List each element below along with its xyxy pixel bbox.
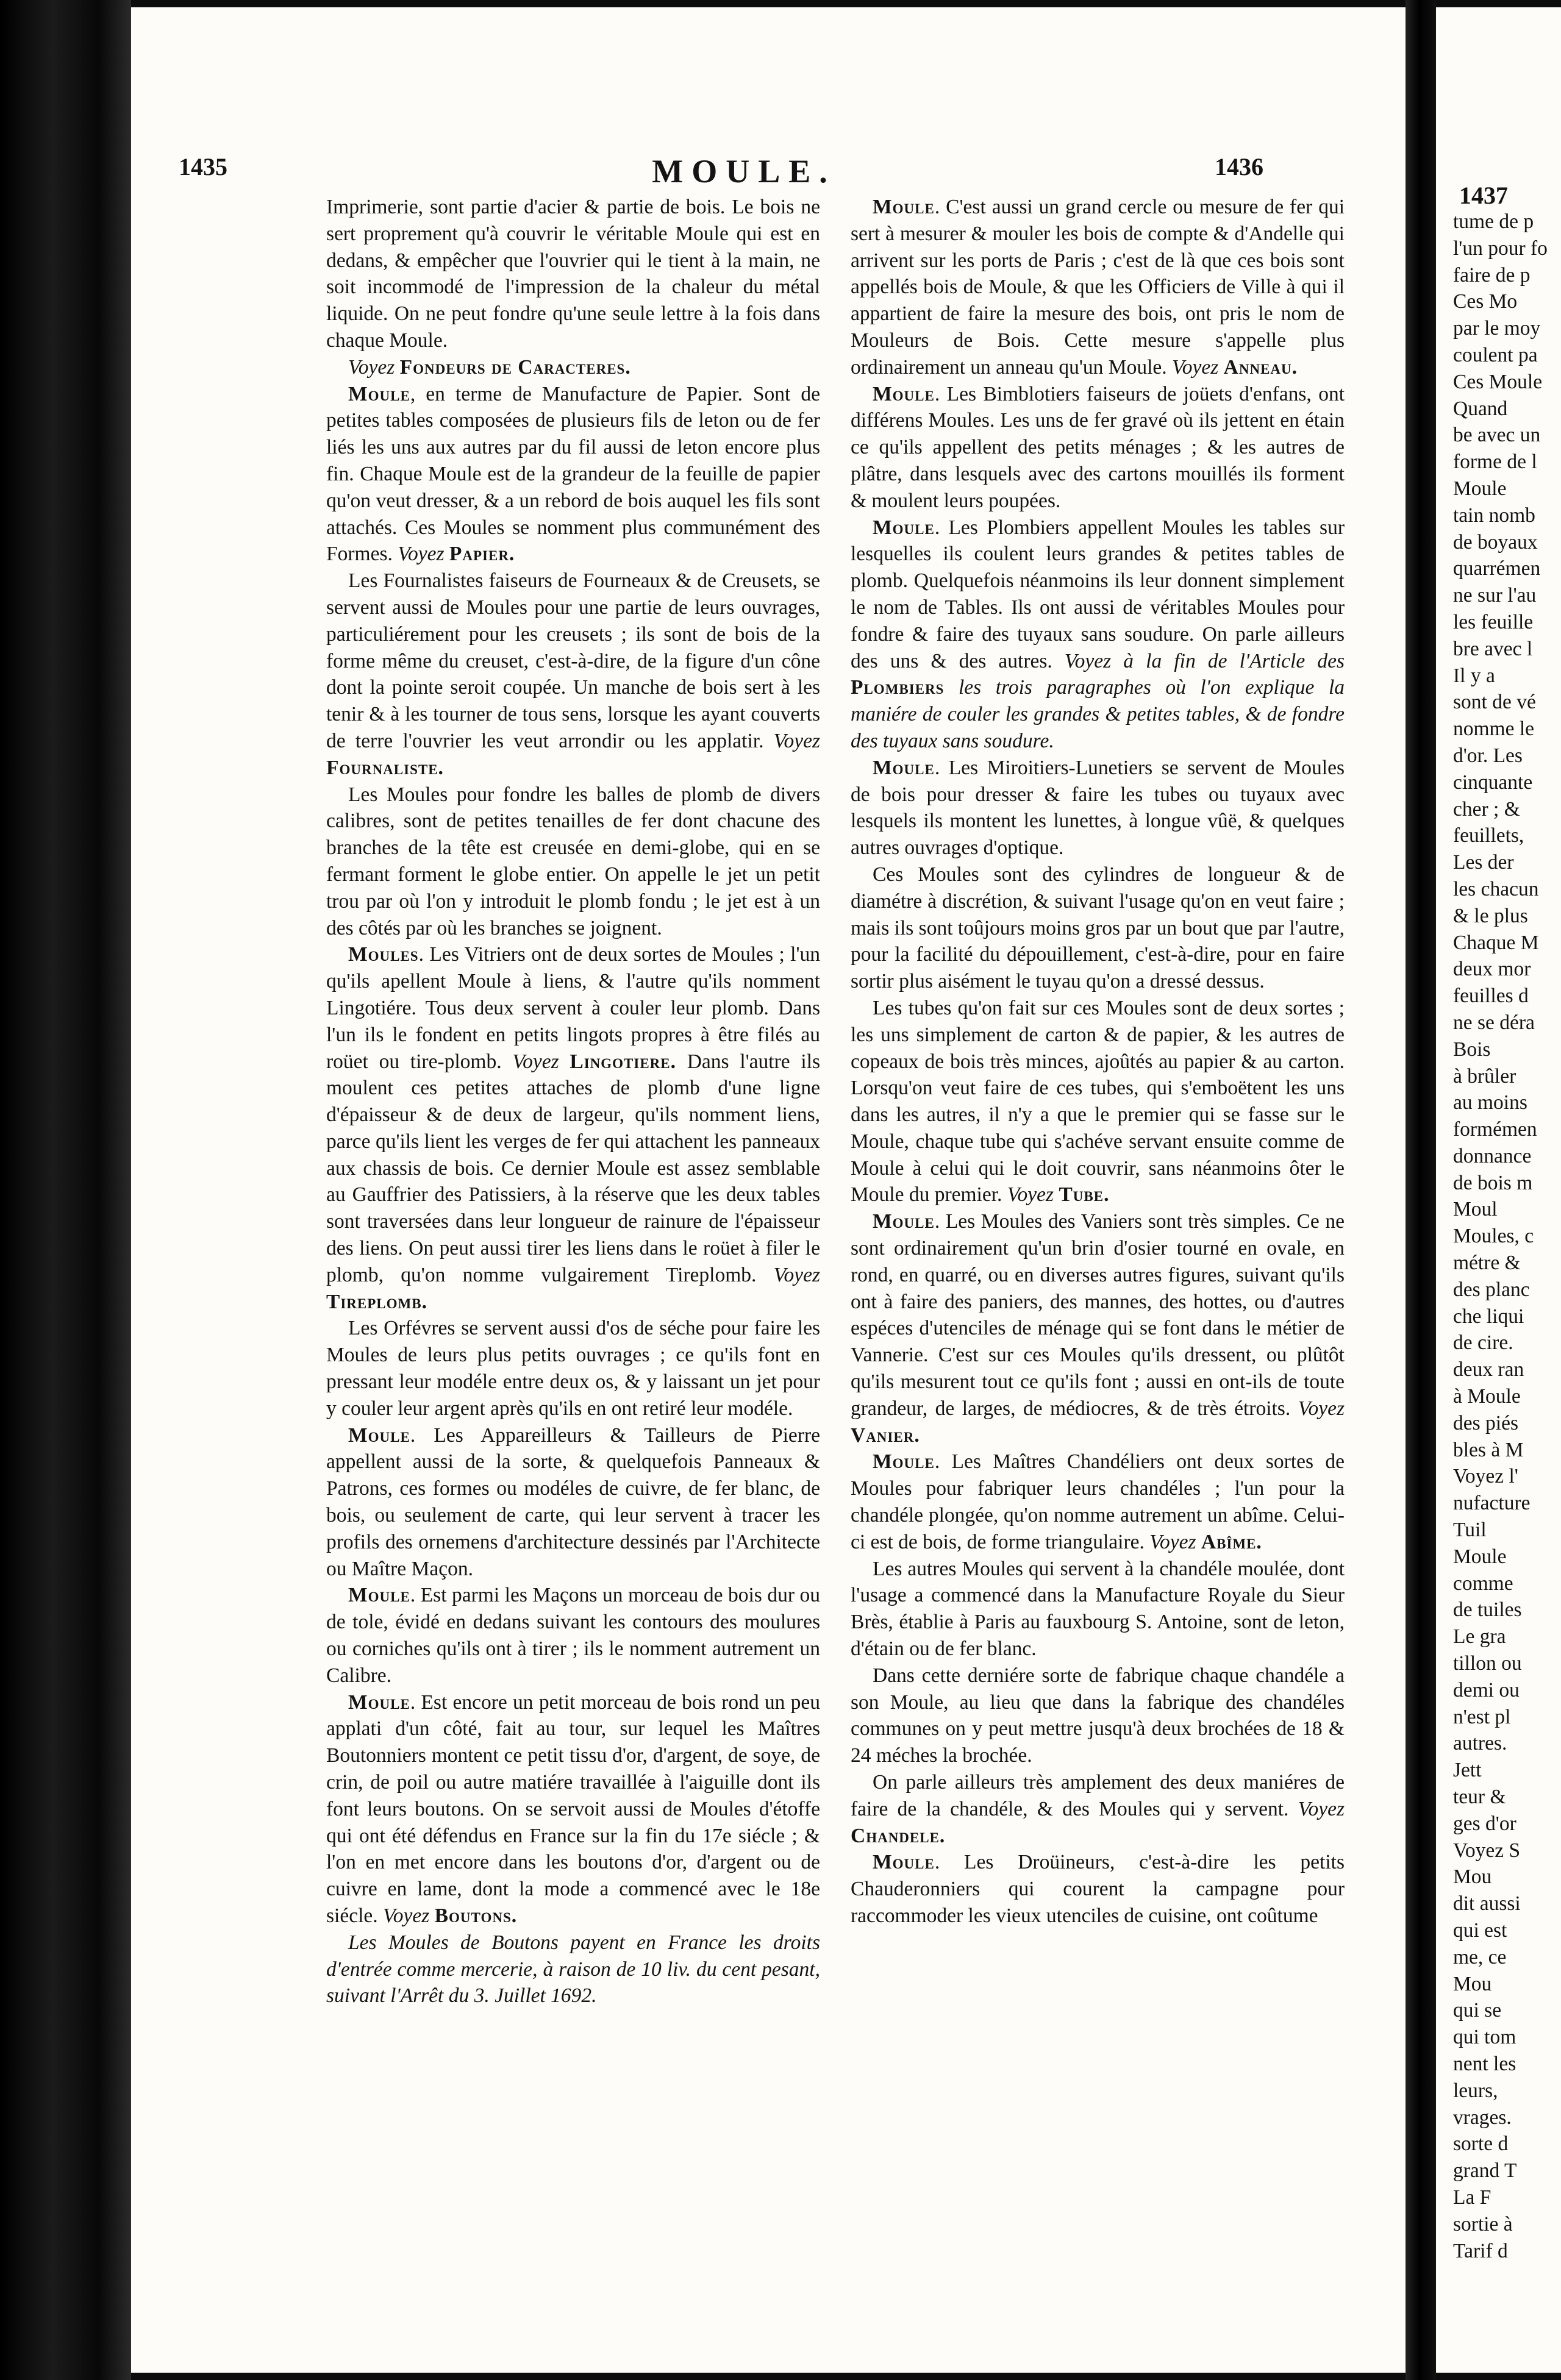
text-line-fragment: feuillets, <box>1453 824 1524 847</box>
entry-text: . Les Droüineurs, c'est-à-dire les petits Chauderonniers qui courent la campagne pour raccommoder les vieux utenciles de cuisine, ont coûtume <box>851 1851 1345 1927</box>
entry-text: . Les Moules des Vaniers sont très simples. Ce ne sont ordinairement qu'un brin d'osier tourné en ovale, en rond, en quarré, ou en diverses autres figures, suivant qu'ils ont à faire des paniers, des mannes, des hottes, ou d'autres espéces d'utenciles de ménage qui se font dans le métier de Vannerie. C'est sur ces Moules qu'ils dressent, ou plûtôt qu'ils mesurent tout ce qu'ils font ; aussi en ont-ils de toute grandeur, de larges, de médiocres, & de très étroits. <box>851 1210 1345 1420</box>
paragraph <box>326 381 820 568</box>
text-line-fragment: quarrémen <box>1453 557 1541 580</box>
text-line-fragment: deux mor <box>1453 958 1531 981</box>
text-line-fragment: comme <box>1453 1572 1513 1595</box>
paragraph <box>326 1929 820 2009</box>
paragraph <box>851 515 1345 755</box>
paragraph <box>326 1582 820 1689</box>
entry-headword: Moule <box>873 1450 935 1473</box>
entry-text: , en terme de Manufacture de Papier. Sont de petites tables composées de plusieurs fils de leton ou de fer liés les uns aux autres par du fil aussi de leton encore plus fin. Chaque Moule est de la grandeur de la feuille de papier qu'on veut dresser, & a un rebord de bois auquel les fils sont attachés. Ces Moules se nomment plus communément des Formes. <box>326 382 820 566</box>
entry-text: . Les Vitriers ont de deux sortes de Moules ; l'un qu'ils apellent Moule à liens, & l'autre qu'ils nomment Lingotiére. Tous deux servent à couler leur plomb. Dans l'un ils le fondent en petits lingots propres à être filés au roüet ou tire-plomb. <box>326 943 820 1073</box>
text-line-fragment: donnance <box>1453 1144 1532 1167</box>
paragraph <box>851 1208 1345 1448</box>
entry-text: Les tubes qu'on fait sur ces Moules sont de deux sortes ; les uns simplement de carton & de papier, & les autres de copeaux de bois très minces, ajoûtés au papier & au carton. Lorsqu'on veut faire de ces tubes, qui s'emboëtent les uns dans les autres, il n'y a que le premier qui se fasse sur le Moule, chaque tube qui s'achéve servant ensuite comme de Moule à celui qui le doit couvrir, sans néanmoins ôter le Moule du premier. <box>851 996 1345 1206</box>
text-line-fragment: me, ce <box>1453 1945 1507 1968</box>
paragraph <box>851 1769 1345 1849</box>
entry-text: Les Fournalistes faiseurs de Fourneaux & de Creusets, se servent aussi de Moules pour une partie de leurs ouvrages, particuliérement pour les creusets ; ils sont de bois de la forme même du creuset, c'est-à-dire, de la figure d'un cône dont la pointe seroit coupée. Un manche de bois sert à les tenir & à les tourner de tous sens, lorsque les ayant couverts de terre l'ouvrier les veut arrondir ou les applatir. <box>326 569 820 752</box>
text-line-fragment: ne sur l'au <box>1453 584 1537 607</box>
cross-reference: Plombiers <box>851 676 945 699</box>
see-reference: Voyez <box>1007 1183 1059 1206</box>
cross-reference: Fournaliste. <box>326 756 444 779</box>
see-reference: Voyez <box>398 543 449 566</box>
cross-reference: Chandele. <box>851 1824 946 1847</box>
entry-text: . Les Appareilleurs & Tailleurs de Pierre appellent aussi de la sorte, & quelquefois Panneaux & Patrons, ces formes ou modéles de cuivre, de fer blanc, de bois, ou seulement de carte, qui leur servent à tracer les profils des ornemens d'architecture dessinés par l'Architecte ou Maître Maçon. <box>326 1423 820 1580</box>
entry-text: . Les Plombiers appellent Moules les tables sur lesquelles ils coulent leurs grandes & petites tables de plomb. Quelquefois néanmoins ils leur donnent simplement le nom de Tables. Ils ont aussi de véritables Moules pour fondre & faire des tuyaux sans soudure. On parle ailleurs des uns & des autres. <box>851 516 1345 672</box>
text-line-fragment: leurs, <box>1453 2079 1498 2102</box>
paragraph <box>326 354 820 381</box>
entry-headword: Moule <box>873 516 935 539</box>
paragraph <box>851 194 1345 381</box>
paragraph <box>851 381 1345 515</box>
text-line-fragment: Les der <box>1453 851 1514 874</box>
see-reference: Voyez <box>383 1904 435 1927</box>
text-line-fragment: de boyaux <box>1453 530 1538 554</box>
next-page-text <box>1453 208 1561 2264</box>
see-reference: Voyez <box>773 1263 820 1286</box>
text-line-fragment: & le plus <box>1453 904 1528 927</box>
entry-headword: Moule <box>348 1691 410 1714</box>
text-line-fragment: de tuiles <box>1453 1598 1522 1622</box>
text-line-fragment: des planc <box>1453 1278 1530 1301</box>
text-line-fragment: nufacture <box>1453 1492 1531 1515</box>
text-line-fragment: Tuil <box>1453 1519 1487 1542</box>
cross-reference: Vanier. <box>851 1423 920 1447</box>
text-line-fragment: nent les <box>1453 2052 1516 2075</box>
text-line-fragment: sortie à <box>1453 2212 1513 2236</box>
entry-headword: Moule <box>873 756 935 779</box>
text-line-fragment: Tarif d <box>1453 2239 1508 2262</box>
text-line-fragment: par le moy <box>1453 317 1541 340</box>
text-line-fragment: Moul <box>1453 1198 1498 1221</box>
text-line-fragment: les chacun <box>1453 877 1539 900</box>
entry-text: Ces Moules sont des cylindres de longueur & de diamétre à discrétion, & suivant l'usage qu'on en veut faire ; mais ils sont toûjours moins gros par un bout que par l'autre, pour la facilité du dépouillement, c'est-à-dire, pour en faire sortir plus aisément le tuyau qu'on a dressé dessus. <box>851 863 1345 993</box>
text-line-fragment: ne se déra <box>1453 1011 1535 1034</box>
text-line-fragment: Chaque M <box>1453 931 1539 954</box>
entry-text: Les Orfévres se servent aussi d'os de séche pour faire les Moules de leurs plus petits ouvrages ; ce qu'ils font en pressant leur modéle entre deux os, & y laissant un jet pour y couler leur argent après qu'ils en ont retiré leur modéle. <box>326 1317 820 1420</box>
entry-text: On parle ailleurs très amplement des deux maniéres de faire de la chandéle, & des Moules qui y servent. <box>851 1771 1345 1820</box>
entry-headword: Moule <box>873 196 935 218</box>
text-line-fragment: tain nomb <box>1453 504 1535 527</box>
text-line-fragment: sorte d <box>1453 2132 1509 2156</box>
text-line-fragment: de cire. <box>1453 1331 1513 1355</box>
text-line-fragment: qui se <box>1453 1999 1502 2022</box>
entry-text: Imprimerie, sont partie d'acier & partie de bois. Le bois ne sert proprement qu'à couvrir le véritable Moule qui est en dedans, & empêcher que l'ouvrier qui le tient à la main, ne soit incommodé de l'impression de la chaleur du métal liquide. On ne peut fondre qu'une seule lettre à la fois dans chaque Moule. <box>326 196 820 352</box>
entry-text: . Les Maîtres Chandéliers ont deux sortes de Moules pour fabriquer leurs chandéles ; l'un pour la chandéle plongée, qu'on nomme autrement un abîme. Celui-ci est de bois, de forme triangulaire. <box>851 1450 1345 1553</box>
cross-reference: Abîme. <box>1201 1530 1262 1553</box>
entry-text: Les autres Moules qui servent à la chandéle moulée, dont l'usage a commencé dans la Manufacture Royale du Sieur Brès, établie à Paris au fauxbourg S. Antoine, sont de leton, d'étain ou de fer blanc. <box>851 1557 1345 1661</box>
paragraph <box>326 194 820 354</box>
text-line-fragment: autres. <box>1453 1732 1507 1755</box>
see-reference: Voyez <box>1172 355 1224 379</box>
entry-text: . C'est aussi un grand cercle ou mesure de fer qui sert à mesurer & mouler les bois de compte & d'Andelle qui arrivent sur les ports de Paris ; c'est de là que ces bois sont appellés bois de Moule, & que les Officiers de Ville à qui il appartient de faire la mesure des bois, ont pris le nom de Mouleurs de Bois. Cette mesure s'appelle plus ordinairement un anneau qu'un Moule. <box>851 196 1345 379</box>
entry-headword: Moule <box>873 1210 935 1233</box>
paragraph <box>851 861 1345 995</box>
text-line-fragment: Mou <box>1453 1972 1492 1995</box>
text-line-fragment: bre avec l <box>1453 637 1533 660</box>
text-line-fragment: l'un pour fo <box>1453 237 1548 260</box>
page-number-left: 1435 <box>179 153 227 180</box>
text-line-fragment: Jett <box>1453 1759 1482 1782</box>
cross-reference: Lingotiere. <box>570 1050 676 1073</box>
paragraph <box>326 1689 820 1929</box>
text-line-fragment: La F <box>1453 2186 1491 2209</box>
text-line-fragment: cinquante <box>1453 771 1533 794</box>
text-line-fragment: tume de p <box>1453 210 1534 233</box>
text-line-fragment: bles à M <box>1453 1438 1524 1461</box>
text-line-fragment: forme de l <box>1453 451 1537 474</box>
entry-headword: Moules <box>348 943 419 966</box>
paragraph <box>851 995 1345 1208</box>
text-column-left <box>326 194 820 2279</box>
see-reference: Voyez <box>1298 1797 1345 1820</box>
paragraph <box>326 568 820 781</box>
running-title: MOULE. <box>652 153 836 190</box>
text-column-right <box>851 194 1345 2279</box>
text-line-fragment: nomme le <box>1453 718 1535 741</box>
book-binding-edge <box>0 0 131 2380</box>
text-line-fragment: Voyez l' <box>1453 1465 1518 1488</box>
italic-note: Les Moules de Boutons payent en France les droits d'entrée comme mercerie, à raison de 10 liv. du cent pesant, suivant l'Arrêt du 3. Juillet 1692. <box>326 1931 820 2008</box>
text-line-fragment: Le gra <box>1453 1625 1506 1648</box>
page-gutter <box>1406 0 1436 2380</box>
text-line-fragment: coulent pa <box>1453 343 1538 366</box>
paragraph <box>851 1556 1345 1662</box>
cross-reference: Anneau. <box>1223 355 1298 379</box>
text-line-fragment: formémen <box>1453 1118 1537 1141</box>
paragraph <box>851 1662 1345 1769</box>
text-line-fragment: tillon ou <box>1453 1652 1522 1675</box>
text-line-fragment: vrages. <box>1453 2106 1512 2129</box>
cross-reference: Tireplomb. <box>326 1290 427 1313</box>
entry-headword: Moule <box>348 1423 410 1447</box>
text-line-fragment: faire de p <box>1453 263 1531 287</box>
text-line-fragment: Ces Moule <box>1453 370 1543 393</box>
text-line-fragment: Mou <box>1453 1865 1492 1889</box>
text-line-fragment: à Moule <box>1453 1385 1521 1408</box>
text-line-fragment: ges d'or <box>1453 1812 1516 1835</box>
see-reference: Voyez <box>512 1050 570 1073</box>
entry-text: . Les Bimblotiers faiseurs de joüets d'enfans, ont différens Moules. Les uns de fer gravé où ils jettent en étain ce qu'ils appellent des petits ménages ; & les autres de plâtre, dans lesquels avec des cartons mouillés ils forment & moulent leurs poupées. <box>851 382 1345 512</box>
text-line-fragment: che liqui <box>1453 1305 1524 1328</box>
entry-headword: Moule <box>873 1851 935 1874</box>
text-line-fragment: cher ; & <box>1453 797 1520 821</box>
italic-note: les trois paragraphes où l'on explique la maniére de couler les grandes & petites tables, & de fondre des tuyaux sans soudure. <box>851 676 1345 752</box>
paragraph <box>851 1448 1345 1555</box>
text-line-fragment: à brûler <box>1453 1064 1516 1088</box>
cross-reference: Papier. <box>449 543 515 566</box>
entry-text: . Est parmi les Maçons un morceau de bois dur ou de tole, évidé en dedans suivant les contours des moulures ou corniches qu'ils ont à tirer ; ils le nomment autrement un Calibre. <box>326 1584 820 1687</box>
see-reference: Voyez <box>773 729 820 752</box>
see-reference: Voyez <box>348 355 400 379</box>
entry-text: . Est encore un petit morceau de bois rond un peu applati d'un côté, fait au tour, sur lequel les Maîtres Boutonniers montent ce petit tissu d'or, d'argent, de soye, de crin, de poil ou autre matiére travaillée à l'aiguille dont ils font leurs boutons. On se servoit aussi de Moules d'étoffe qui ont été défendus en France sur la fin du 17e siécle ; & l'on en met encore dans les boutons d'or, d'argent ou de cuivre en lame, dont la mode a commencé avec le 18e siécle. <box>326 1691 820 1927</box>
text-line-fragment: Quand <box>1453 397 1508 420</box>
paragraph <box>326 782 820 942</box>
next-page-number: 1437 <box>1459 182 1508 209</box>
text-line-fragment: des piés <box>1453 1411 1518 1434</box>
text-line-fragment: métre & <box>1453 1252 1521 1275</box>
entry-headword: Moule <box>348 1584 410 1607</box>
text-line-fragment: qui est <box>1453 1919 1507 1942</box>
entry-text: Dans l'autre ils moulent ces petites attaches de plomb d'une ligne d'épaisseur & de deux de largeur, qu'ils nomment liens, parce qu'ils lient les verges de fer qui attachent les panneaux aux chassis de bois. Ce dernier Moule est assez semblable au Gauffrier des Patissiers, à la réserve que les deux tables sont traversées dans leur longueur de rainure de l'épaisseur des liens. On peut aussi tirer les liens dans le roüet à filer le plomb, qu'on nomme vulgairement Tireplomb. <box>326 1050 820 1286</box>
text-line-fragment: d'or. Les <box>1453 744 1523 767</box>
see-reference: Voyez <box>1064 649 1124 672</box>
entry-text: . Les Miroitiers-Lunetiers se servent de Moules de bois pour dresser & faire les tubes ou tuyaux avec lesquels ils montent les lunettes, à longue vûë, & quelques autres ouvrages d'optique. <box>851 756 1345 860</box>
text-line-fragment: Bois <box>1453 1038 1491 1061</box>
text-line-fragment: be avec un <box>1453 424 1541 447</box>
text-line-fragment: les feuille <box>1453 610 1534 633</box>
cross-reference: Tube. <box>1059 1183 1110 1206</box>
text-line-fragment: Voyez S <box>1453 1839 1521 1862</box>
text-line-fragment: de bois m <box>1453 1171 1533 1194</box>
text-line-fragment: Moules, c <box>1453 1225 1534 1248</box>
text-line-fragment: demi ou <box>1453 1678 1520 1701</box>
entry-text: Dans cette derniére sorte de fabrique chaque chandéle a son Moule, au lieu que dans la fabrique des chandéles communes on y peut mettre jusqu'à deux brochées de 18 & 24 méches la brochée. <box>851 1664 1345 1767</box>
text-line-fragment: deux ran <box>1453 1358 1524 1381</box>
text-line-fragment: Moule <box>1453 477 1507 500</box>
page-number-right: 1436 <box>1215 153 1263 180</box>
entry-headword: Moule <box>348 382 410 405</box>
cross-reference: Fondeurs de Caracteres. <box>399 355 631 379</box>
text-line-fragment: feuilles d <box>1453 985 1529 1008</box>
paragraph <box>326 941 820 1315</box>
paragraph <box>851 1849 1345 1929</box>
see-reference: Voyez <box>1149 1530 1201 1553</box>
text-line-fragment: Moule <box>1453 1545 1507 1568</box>
paragraph <box>326 1422 820 1583</box>
paragraph <box>326 1315 820 1422</box>
text-line-fragment: grand T <box>1453 2159 1517 2182</box>
next-page-fragment <box>1436 7 1561 2373</box>
text-line-fragment: sont de vé <box>1453 691 1536 714</box>
italic-note: à la fin de l'Article des <box>1123 649 1345 672</box>
text-line-fragment: Il y a <box>1453 664 1495 687</box>
text-line-fragment: n'est pl <box>1453 1705 1511 1728</box>
entry-headword: Moule <box>873 382 935 405</box>
text-line-fragment: au moins <box>1453 1091 1527 1114</box>
see-reference: Voyez <box>1298 1397 1345 1420</box>
text-line-fragment: teur & <box>1453 1786 1506 1809</box>
cross-reference: Boutons. <box>434 1904 518 1927</box>
text-line-fragment: Ces Mo <box>1453 290 1518 313</box>
text-line-fragment: qui tom <box>1453 2026 1516 2049</box>
paragraph <box>851 755 1345 861</box>
entry-text: Les Moules pour fondre les balles de plomb de divers calibres, sont de petites tenailles de fer dont chacune des branches de la tête est creusée en demi-globe, qui en se fermant forment le globe entier. On appelle le jet un petit trou par où l'on y introduit le plomb fondu ; le jet est à un des côtés par où les branches se joignent. <box>326 783 820 939</box>
text-line-fragment: dit aussi <box>1453 1892 1521 1915</box>
